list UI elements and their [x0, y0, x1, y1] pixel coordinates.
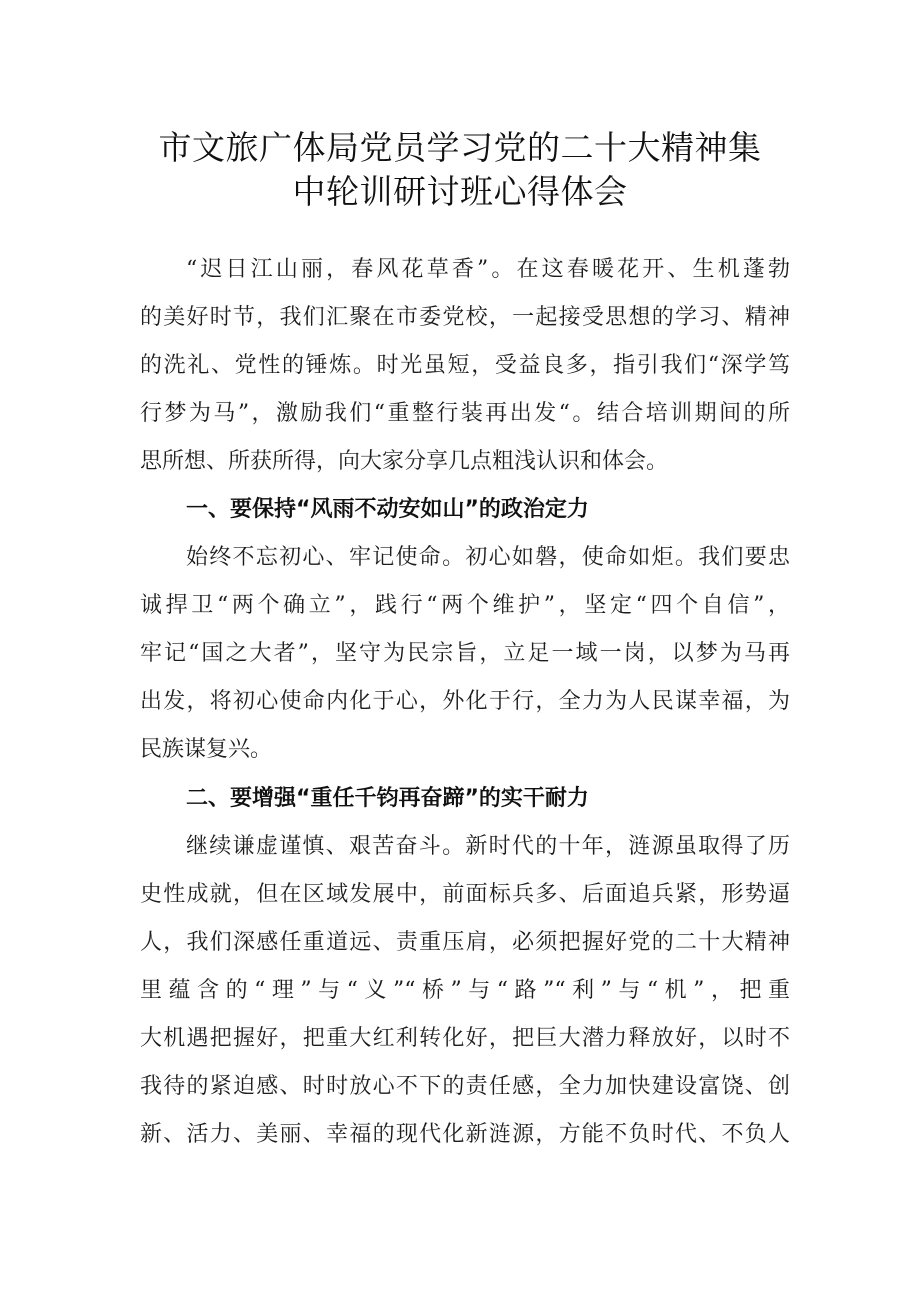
paragraph-2-line: 出发，将初心使命内化于心，外化于行，全力为人民谋幸福，为	[140, 689, 790, 714]
document-title-line-1: 市文旅广体局党员学习党的二十大精神集	[158, 128, 762, 167]
paragraph-3-line: 大机遇把握好，把重大红利转化好，把巨大潜力释放好，以时不	[140, 1026, 790, 1051]
paragraph-3-line: 史性成就，但在区域发展中，前面标兵多、后面追兵紧，形势逼	[140, 882, 790, 907]
paragraph-1-line: 行梦为马”，激励我们“重整行装再出发“。结合培训期间的所	[140, 401, 790, 426]
paragraph-2-line: 诚捍卫“两个确立”，践行“两个维护”，坚定“四个自信”，	[140, 593, 790, 618]
document-title-line-2: 中轮训研讨班心得体会	[292, 172, 628, 211]
paragraph-3-line: 新、活力、美丽、幸福的现代化新涟源，方能不负时代、不负人	[140, 1122, 790, 1147]
paragraph-1-line: 的洗礼、党性的锤炼。时光虽短，受益良多，指引我们“深学笃	[140, 353, 790, 378]
paragraph-2-line: 始终不忘初心、牢记使命。初心如磐，使命如炬。我们要忠	[186, 545, 790, 570]
section-heading-1: 一、要保持“风雨不动安如山”的政治定力	[186, 497, 589, 522]
paragraph-2-line: 民族谋复兴。	[140, 737, 273, 762]
paragraph-1-line: 思所想、所获所得，向大家分享几点粗浅认识和体会。	[140, 449, 669, 474]
paragraph-3-line: 人，我们深感任重道远、责重压肩，必须把握好党的二十大精神	[140, 930, 790, 955]
paragraph-3-line: 我待的紧迫感、时时放心不下的责任感，全力加快建设富饶、创	[140, 1074, 790, 1099]
paragraph-3-line: 继续谦虚谨慎、艰苦奋斗。新时代的十年，涟源虽取得了历	[186, 834, 790, 859]
paragraph-1-line: 的美好时节，我们汇聚在市委党校，一起接受思想的学习、精神	[140, 305, 790, 330]
paragraph-3-line: 里蕴含的“理”与“义”“桥”与“路”“利”与“机”，把重	[140, 978, 790, 1003]
paragraph-2-line: 牢记“国之大者”，坚守为民宗旨，立足一域一岗，以梦为马再	[140, 641, 790, 666]
paragraph-1-line: “迟日江山丽，春风花草香”。在这春暖花开、生机蓬勃	[186, 257, 790, 282]
section-heading-2: 二、要增强“重任千钧再奋蹄”的实干耐力	[186, 786, 589, 811]
